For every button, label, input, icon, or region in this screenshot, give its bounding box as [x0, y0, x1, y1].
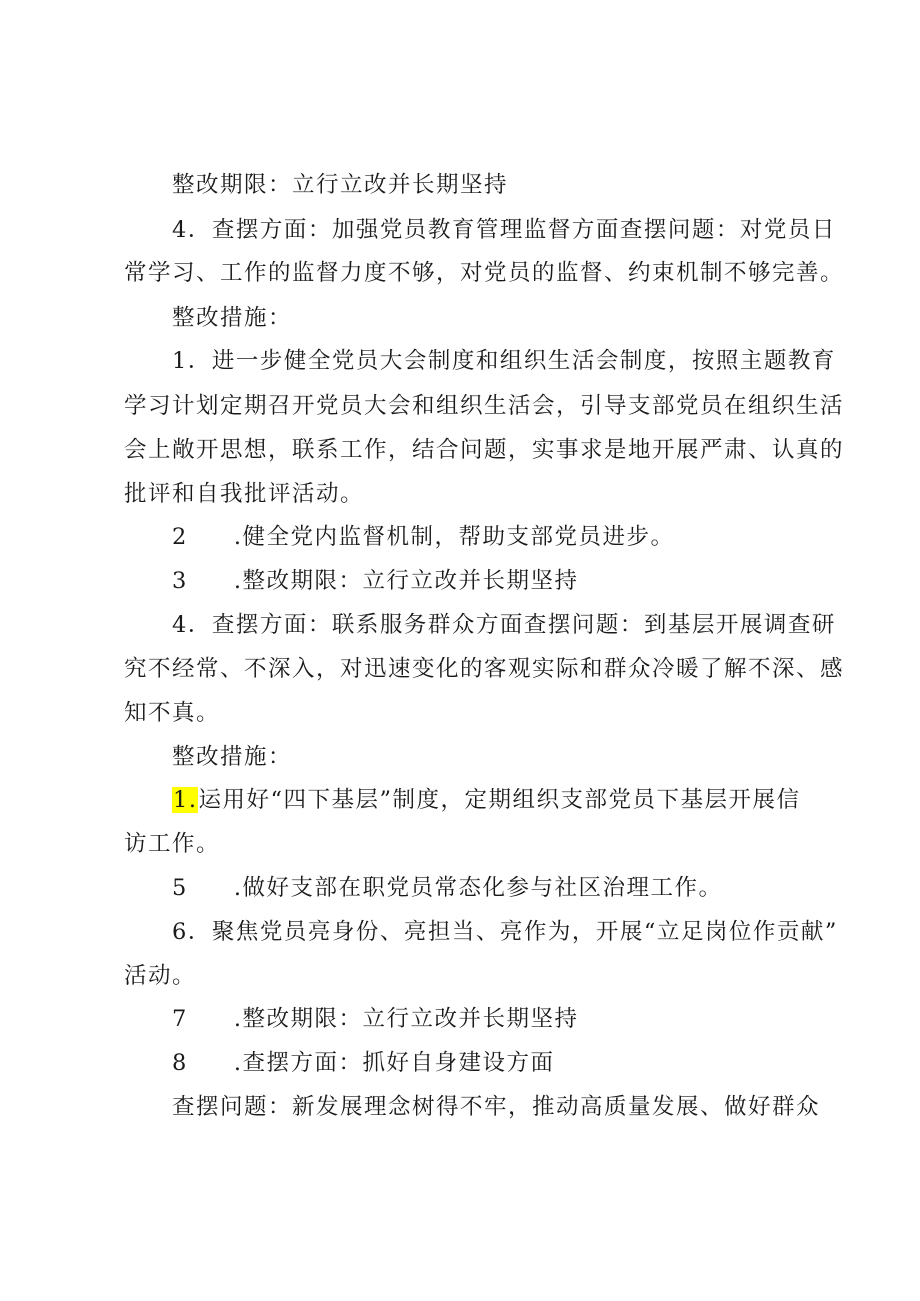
text-line: 整改措施：	[172, 744, 293, 770]
text-line: 1．进一步健全党员大会制度和组织生活会制度，按照主题教育	[172, 348, 836, 374]
text-line: 整改措施：	[172, 305, 293, 331]
numbered-item	[172, 873, 722, 903]
item-text: .整改期限：立行立改并长期坚持	[233, 1006, 579, 1032]
numbered-item	[172, 1048, 554, 1078]
item-text: .整改期限：立行立改并长期坚持	[233, 568, 579, 594]
text-line: 4．查摆方面：加强党员教育管理监督方面查摆问题：对党员日	[172, 217, 836, 243]
item-number: 2	[172, 524, 188, 550]
text-line: 查摆问题：新发展理念树得不牢，推动高质量发展、做好群众	[172, 1094, 821, 1120]
text-line: 4．查摆方面：联系服务群众方面查摆问题：到基层开展调查研	[172, 612, 836, 638]
item-text: .查摆方面：抓好自身建设方面	[233, 1050, 555, 1076]
text-line: 活动。	[124, 963, 197, 989]
item-text: .做好支部在职党员常态化参与社区治理工作。	[233, 875, 723, 901]
text-line: 究不经常、不深入，对迅速变化的客观实际和群众冷暖了解不深、感	[124, 656, 845, 682]
text-line: 批评和自我批评活动。	[124, 481, 365, 507]
highlighted-item-number: 1.	[173, 787, 198, 813]
text-line: 会上敞开思想，联系工作，结合问题，实事求是地开展严肃、认真的	[124, 437, 845, 463]
text-line: 知不真。	[124, 700, 221, 726]
item-number: 5	[172, 875, 188, 901]
text-line: 6．聚焦党员亮身份、亮担当、亮作为，开展“立足岗位作贡献”	[172, 919, 838, 945]
text-line: 访工作。	[124, 831, 221, 857]
item-number: 3	[172, 568, 188, 594]
numbered-item	[172, 566, 578, 596]
numbered-item	[172, 1004, 578, 1034]
numbered-item	[172, 785, 800, 815]
item-number: 7	[172, 1006, 188, 1032]
item-text: 运用好“四下基层”制度，定期组织支部党员下基层开展信	[198, 787, 801, 813]
text-line: 整改期限：立行立改并长期坚持	[172, 172, 509, 198]
item-number: 8	[172, 1050, 188, 1076]
numbered-item	[172, 522, 674, 552]
item-text: .健全党内监督机制，帮助支部党员进步。	[233, 524, 675, 550]
text-line: 常学习、工作的监督力度不够，对党员的监督、约束机制不够完善。	[124, 260, 845, 286]
text-line: 学习计划定期召开党员大会和组织生活会，引导支部党员在组织生活	[124, 393, 845, 419]
